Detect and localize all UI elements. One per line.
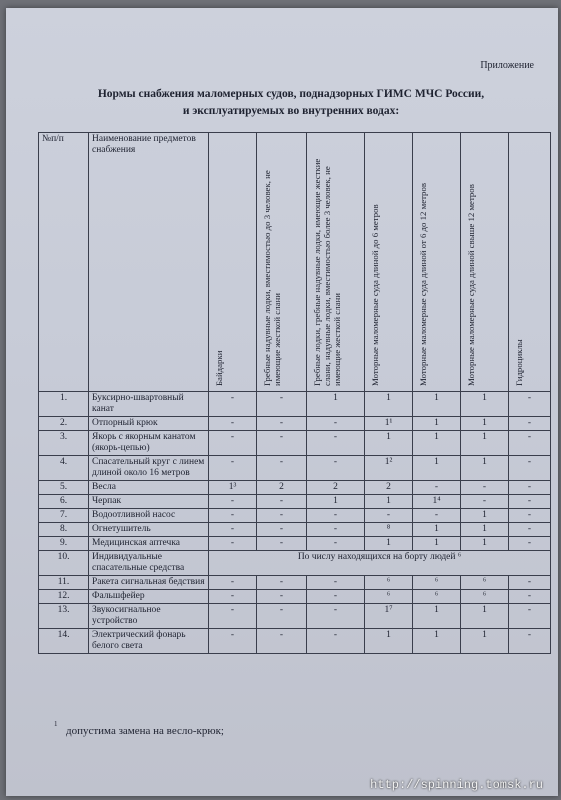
row-item-name: Огнетушитель <box>89 523 209 537</box>
row-item-name: Фальшфейер <box>89 590 209 604</box>
row-number: 1. <box>39 392 89 417</box>
row-value: ⁶ <box>413 590 461 604</box>
row-value: - <box>509 392 551 417</box>
table-row <box>39 523 551 537</box>
row-value: - <box>461 481 509 495</box>
row-value: 1 <box>365 537 413 551</box>
row-value: - <box>257 509 307 523</box>
row-value: 1 <box>365 629 413 654</box>
row-number: 8. <box>39 523 89 537</box>
row-value: - <box>413 481 461 495</box>
row-value: 1 <box>413 417 461 431</box>
row-value: 1 <box>365 392 413 417</box>
row-number: 13. <box>39 604 89 629</box>
row-value: - <box>209 576 257 590</box>
table-row <box>39 481 551 495</box>
table-row <box>39 392 551 417</box>
row-number: 3. <box>39 431 89 456</box>
row-value: 1 <box>461 629 509 654</box>
row-number: 12. <box>39 590 89 604</box>
row-value: - <box>509 417 551 431</box>
row-value: - <box>509 604 551 629</box>
row-value: 1⁴ <box>413 495 461 509</box>
row-value: 1 <box>461 537 509 551</box>
row-value: - <box>307 604 365 629</box>
title-line-2: и эксплуатируемых во внутренних водах: <box>182 105 400 117</box>
row-value: - <box>307 576 365 590</box>
row-value: - <box>509 590 551 604</box>
row-value: - <box>509 523 551 537</box>
row-value: 1 <box>461 523 509 537</box>
footnote <box>54 720 224 737</box>
row-value: ⁶ <box>365 576 413 590</box>
row-item-name: Отпорный крюк <box>89 417 209 431</box>
table-row <box>39 431 551 456</box>
row-value: - <box>209 537 257 551</box>
row-value: - <box>209 456 257 481</box>
row-value: 1 <box>413 392 461 417</box>
row-value: 1 <box>307 495 365 509</box>
row-value: - <box>307 509 365 523</box>
table-row <box>39 629 551 654</box>
row-value: 1 <box>461 431 509 456</box>
row-value: - <box>307 537 365 551</box>
table-row <box>39 604 551 629</box>
table-row <box>39 456 551 481</box>
document-title <box>56 86 526 120</box>
row-value: 2 <box>257 481 307 495</box>
row-value: - <box>509 431 551 456</box>
row-value: 1 <box>307 392 365 417</box>
row-item-name: Медицинская аптечка <box>89 537 209 551</box>
row-value: 2 <box>307 481 365 495</box>
row-value: - <box>209 509 257 523</box>
row-value: 1 <box>461 509 509 523</box>
header-col-2: Гребные надувные лодки, вместимостью до 3 человек, не имеющие жесткой слани <box>257 133 307 392</box>
row-number: 9. <box>39 537 89 551</box>
row-item-name: Ракета сигнальная бедствия <box>89 576 209 590</box>
row-value: - <box>509 537 551 551</box>
table-row <box>39 509 551 523</box>
row-item-name: Водоотливной насос <box>89 509 209 523</box>
row-value: - <box>257 590 307 604</box>
row-value: 1 <box>461 456 509 481</box>
row-value: - <box>257 456 307 481</box>
header-num: №п/п <box>39 133 89 392</box>
row-value: - <box>257 392 307 417</box>
row-number: 11. <box>39 576 89 590</box>
row-value: - <box>257 576 307 590</box>
row-value: - <box>257 417 307 431</box>
row-value: ⁶ <box>365 590 413 604</box>
row-value: ⁶ <box>461 590 509 604</box>
row-value: - <box>209 417 257 431</box>
row-value: 1 <box>413 456 461 481</box>
row-number: 10. <box>39 551 89 576</box>
row-value: - <box>307 431 365 456</box>
row-value: - <box>509 481 551 495</box>
row-value: - <box>509 495 551 509</box>
table-row <box>39 537 551 551</box>
row-number: 2. <box>39 417 89 431</box>
table-row <box>39 495 551 509</box>
title-line-1: Нормы снабжения маломерных судов, поднадзорных ГИМС МЧС России, <box>97 88 485 100</box>
row-value: 1 <box>413 537 461 551</box>
row-value: - <box>365 509 413 523</box>
row-value: ⁶ <box>461 576 509 590</box>
row-value: 1 <box>413 604 461 629</box>
row-value: - <box>307 417 365 431</box>
row-value: - <box>461 495 509 509</box>
header-name: Наименование предметов снабжения <box>89 133 209 392</box>
footnote-mark: 1 <box>54 720 58 728</box>
row-value: - <box>257 537 307 551</box>
table-row <box>39 590 551 604</box>
row-value: - <box>509 456 551 481</box>
row-value: - <box>307 523 365 537</box>
document-page <box>6 8 558 796</box>
row-value: 1³ <box>209 481 257 495</box>
row-value: - <box>307 456 365 481</box>
header-col-6: Моторные маломерные суда длиной свыше 12 метров <box>461 133 509 392</box>
header-col-7: Гидроциклы <box>509 133 551 392</box>
row-item-name: Якорь с якорным канатом (якорь-цепью) <box>89 431 209 456</box>
row-value: - <box>209 629 257 654</box>
row-value: - <box>209 523 257 537</box>
table-row <box>39 576 551 590</box>
row-value: 1 <box>413 431 461 456</box>
table-row <box>39 551 551 576</box>
row-number: 14. <box>39 629 89 654</box>
row-value: 1¹ <box>365 417 413 431</box>
footnote-text: допустима замена на весло-крюк; <box>66 725 224 737</box>
row-value: 1 <box>413 629 461 654</box>
row-item-name: Электрический фонарь белого света <box>89 629 209 654</box>
row-value: - <box>257 523 307 537</box>
row-value: - <box>257 604 307 629</box>
row-value: 1 <box>365 495 413 509</box>
row-value: ⁶ <box>413 576 461 590</box>
supply-norms-table <box>38 132 551 654</box>
header-col-4: Моторные маломерные суда длиной до 6 метров <box>365 133 413 392</box>
row-value: 1 <box>461 392 509 417</box>
row-value: - <box>509 576 551 590</box>
row-number: 7. <box>39 509 89 523</box>
row-item-name: Звукосигнальное устройство <box>89 604 209 629</box>
row-span-note: По числу находящихся на борту людей ⁶ <box>209 551 551 576</box>
site-watermark: http://spinning.tomsk.ru <box>370 778 543 792</box>
row-value: 1 <box>461 417 509 431</box>
row-item-name: Весла <box>89 481 209 495</box>
row-value: - <box>509 629 551 654</box>
row-item-name: Черпак <box>89 495 209 509</box>
row-value: - <box>257 495 307 509</box>
row-value: ⁸ <box>365 523 413 537</box>
row-value: - <box>209 431 257 456</box>
row-item-name: Буксирно-швартовный канат <box>89 392 209 417</box>
row-value: - <box>209 590 257 604</box>
row-value: - <box>209 495 257 509</box>
row-value: 1 <box>461 604 509 629</box>
appendix-label: Приложение <box>480 60 534 71</box>
row-value: 1 <box>365 431 413 456</box>
table-row <box>39 417 551 431</box>
row-item-name: Спасательный круг с линем длиной около 16 метров <box>89 456 209 481</box>
row-value: - <box>413 509 461 523</box>
row-value: - <box>257 431 307 456</box>
row-number: 5. <box>39 481 89 495</box>
table-header-row <box>39 133 551 392</box>
row-value: - <box>307 629 365 654</box>
row-value: 1 <box>413 523 461 537</box>
header-col-5: Моторные маломерные суда длиной от 6 до 12 метров <box>413 133 461 392</box>
header-col-1: Байдарки <box>209 133 257 392</box>
row-value: - <box>209 604 257 629</box>
row-number: 6. <box>39 495 89 509</box>
row-value: - <box>257 629 307 654</box>
header-col-3: Гребные лодки, гребные надувные лодки, имеющие жесткие слани, надувные лодки, вместимостью более 3 человек, не имеющие жесткой слани <box>307 133 365 392</box>
row-item-name: Индивидуальные спасательные средства <box>89 551 209 576</box>
row-value: - <box>307 590 365 604</box>
row-value: - <box>509 509 551 523</box>
row-value: - <box>209 392 257 417</box>
row-number: 4. <box>39 456 89 481</box>
row-value: 1² <box>365 456 413 481</box>
row-value: 1⁷ <box>365 604 413 629</box>
row-value: 2 <box>365 481 413 495</box>
